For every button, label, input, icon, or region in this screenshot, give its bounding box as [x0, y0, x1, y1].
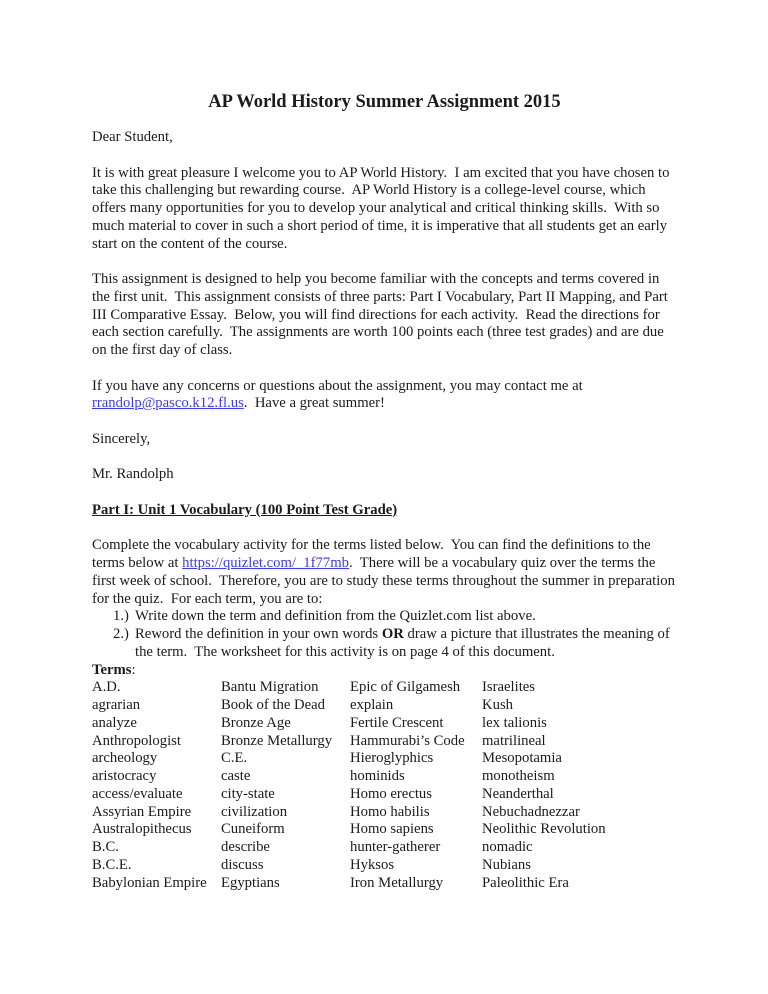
closing: Sincerely, [92, 430, 151, 447]
list-text [135, 626, 677, 662]
term-item: Bronze Age [221, 714, 291, 731]
term-item: Neolithic Revolution [482, 821, 606, 838]
terms-column-1 [92, 679, 221, 892]
term-item: Kush [482, 697, 514, 713]
list-text-before: Write down the term and definition from the Quizlet.com list above. [135, 608, 536, 625]
term-item: explain [350, 697, 394, 713]
term-item: Mesopotamia [482, 750, 562, 767]
term-item: Nubians [482, 856, 531, 873]
term-item: caste [221, 768, 251, 784]
terms-colon: : [131, 661, 136, 678]
page-title: AP World History Summer Assignment 2015 [208, 92, 561, 112]
paragraph-contact [92, 378, 677, 414]
term-item: A.D. [92, 679, 121, 696]
salutation: Dear Student, [92, 129, 173, 145]
term-item: Australopithecus [92, 821, 192, 838]
term-item: monotheism [482, 768, 555, 784]
term-item: hominids [350, 768, 405, 784]
term-item: B.C.E. [92, 856, 132, 873]
term-item: Hammurabi’s Code [350, 732, 465, 749]
list-text-after: draw a picture that illustrates the meaning of the term. The worksheet for this activity is on page 4 of this document. [135, 626, 674, 660]
list-number: 2.) [113, 626, 129, 642]
term-item: lex talionis [482, 714, 547, 731]
email-link[interactable]: rrandolp@pasco.k12.fl.us [92, 395, 244, 412]
terms-column-3 [350, 679, 482, 892]
contact-text-after: . Have a great summer! [243, 395, 385, 412]
term-item: Homo sapiens [350, 821, 434, 838]
list-text-bold: OR [381, 626, 404, 642]
list-item [92, 626, 677, 662]
vocab-text-after: . There will be a vocabulary quiz over the terms the first week of school. Therefore, you are to study these terms throughout the summer in preparation for the quiz. For each term, you are to: [92, 555, 679, 607]
term-item: Bronze Metallurgy [221, 732, 333, 749]
list-text [135, 608, 677, 626]
term-item: Bantu Migration [221, 679, 319, 696]
paragraph-intro: It is with great pleasure I welcome you to AP World History. I am excited that you have chosen to take this challenging but rewarding course. AP World History is a college-level course, which offers many opportunities for you to develop your analytical and critical thinking skills. With so much material to cover in such a short period of time, it is imperative that all students get an early start on the content of the course. [92, 164, 674, 252]
terms-label: Terms [92, 661, 132, 678]
term-item: C.E. [221, 750, 248, 767]
term-item: Nebuchadnezzar [482, 803, 580, 820]
term-item: city-state [221, 785, 275, 802]
term-item: Paleolithic Era [482, 874, 569, 891]
term-item: Homo erectus [350, 785, 432, 802]
term-item: describe [221, 839, 270, 855]
term-item: Assyrian Empire [92, 803, 192, 820]
list-item [92, 608, 677, 626]
term-item: Egyptians [221, 874, 280, 891]
term-item: Book of the Dead [221, 697, 326, 713]
term-item: hunter-gatherer [350, 839, 441, 855]
term-item: archeology [92, 750, 158, 767]
terms-column-4 [482, 679, 677, 892]
term-item: Homo habilis [350, 803, 430, 820]
vocab-directions [92, 537, 677, 608]
directions-list [92, 608, 677, 661]
term-item: Iron Metallurgy [350, 874, 444, 891]
list-text-before: Reword the definition in your own words [135, 626, 382, 642]
term-item: Neanderthal [482, 785, 554, 802]
term-item: B.C. [92, 839, 119, 855]
list-number: 1.) [113, 608, 129, 625]
quizlet-link[interactable]: https://quizlet.com/_1f77mb [182, 555, 349, 571]
term-item: Anthropologist [92, 732, 181, 749]
term-item: matrilineal [482, 732, 546, 749]
terms-grid [92, 679, 677, 892]
term-item: Epic of Gilgamesh [350, 679, 461, 696]
terms-column-2 [221, 679, 350, 892]
vocab-text-before: Complete the vocabulary activity for the terms listed below. You can find the definitions to the terms below at [92, 537, 655, 571]
term-item: agrarian [92, 697, 141, 713]
term-item: aristocracy [92, 768, 157, 784]
paragraph-assignment: This assignment is designed to help you become familiar with the concepts and terms covered in the first unit. This assignment consists of three parts: Part I Vocabulary, Part II Mapping, and Part III Comparative Essay. Below, you will find directions for each activity. Read the directions for each section carefully. The assignments are worth 100 points each (three test grades) and are due on the first day of class. [92, 271, 672, 358]
term-item: access/evaluate [92, 785, 183, 802]
term-item: Israelites [482, 679, 536, 696]
term-item: nomadic [482, 839, 533, 855]
term-item: Babylonian Empire [92, 874, 207, 891]
contact-text-before: If you have any concerns or questions about the assignment, you may contact me at [92, 377, 587, 394]
term-item: Fertile Crescent [350, 714, 444, 731]
terms-label-line [92, 662, 677, 680]
term-item: Hyksos [350, 856, 395, 873]
term-item: civilization [221, 803, 288, 820]
part1-heading: Part I: Unit 1 Vocabulary (100 Point Test Grade) [92, 501, 398, 518]
signature: Mr. Randolph [92, 466, 174, 483]
term-item: Hieroglyphics [350, 750, 434, 767]
term-item: Cuneiform [221, 821, 285, 838]
term-item: analyze [92, 714, 137, 731]
term-item: discuss [221, 856, 264, 873]
